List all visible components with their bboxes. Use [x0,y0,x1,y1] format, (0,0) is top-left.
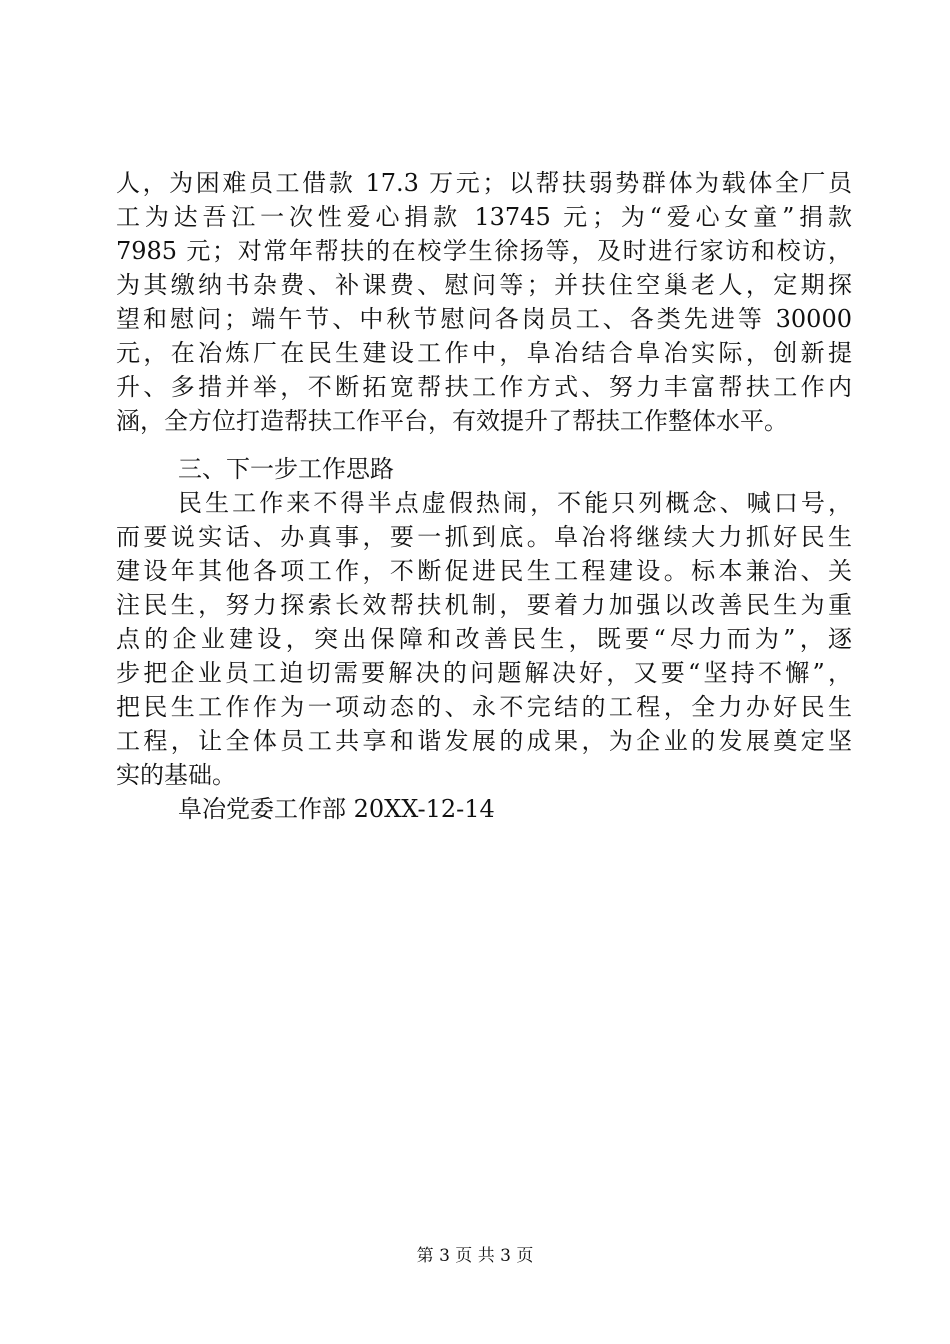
paragraph-continued [116,166,852,438]
page-number-footer: 第 3 页 共 3 页 [416,1246,534,1266]
next-steps-section [116,452,852,826]
paragraph-line: 涵，全方位打造帮扶工作平台，有效提升了帮扶工作整体水平。 [116,407,788,435]
paragraph-line: 注民生，努力探索长效帮扶机制，要着力加强以改善民生为重 [116,591,852,619]
paragraph-line: 人，为困难员工借款 17.3 万元；以帮扶弱势群体为载体全厂员 [116,169,852,197]
paragraph-line: 升、多措并举，不断拓宽帮扶工作方式、努力丰富帮扶工作内 [116,373,852,401]
paragraph-line: 而要说实话、办真事，要一抓到底。阜冶将继续大力抓好民生 [116,523,852,551]
paragraph-line: 7985 元；对常年帮扶的在校学生徐扬等，及时进行家访和校访， [116,237,852,265]
paragraph-line: 点的企业建设，突出保障和改善民生，既要“尽力而为”，逐 [116,625,852,653]
paragraph-line: 为其缴纳书杂费、补课费、慰问等；并扶住空巢老人，定期探 [116,271,852,299]
signature: 阜冶党委工作部 20XX-12-14 [178,795,495,823]
paragraph-line: 把民生工作作为一项动态的、永不完结的工程，全力办好民生 [116,693,852,721]
paragraph-line: 望和慰问；端午节、中秋节慰问各岗员工、各类先进等 30000 [116,305,852,333]
section-heading: 三、下一步工作思路 [178,455,394,483]
paragraph-line: 步把企业员工迫切需要解决的问题解决好，又要“坚持不懈”， [116,659,852,687]
paragraph-line: 实的基础。 [116,761,236,789]
paragraph-line: 工程，让全体员工共享和谐发展的成果，为企业的发展奠定坚 [116,727,852,755]
paragraph-line: 元，在冶炼厂在民生建设工作中，阜冶结合阜冶实际，创新提 [116,339,852,367]
paragraph-line: 建设年其他各项工作，不断促进民生工程建设。标本兼治、关 [116,557,852,585]
paragraph-line: 工为达吾江一次性爱心捐款 13745 元；为“爱心女童”捐款 [116,203,852,231]
paragraph-line: 民生工作来不得半点虚假热闹，不能只列概念、喊口号， [178,489,852,517]
